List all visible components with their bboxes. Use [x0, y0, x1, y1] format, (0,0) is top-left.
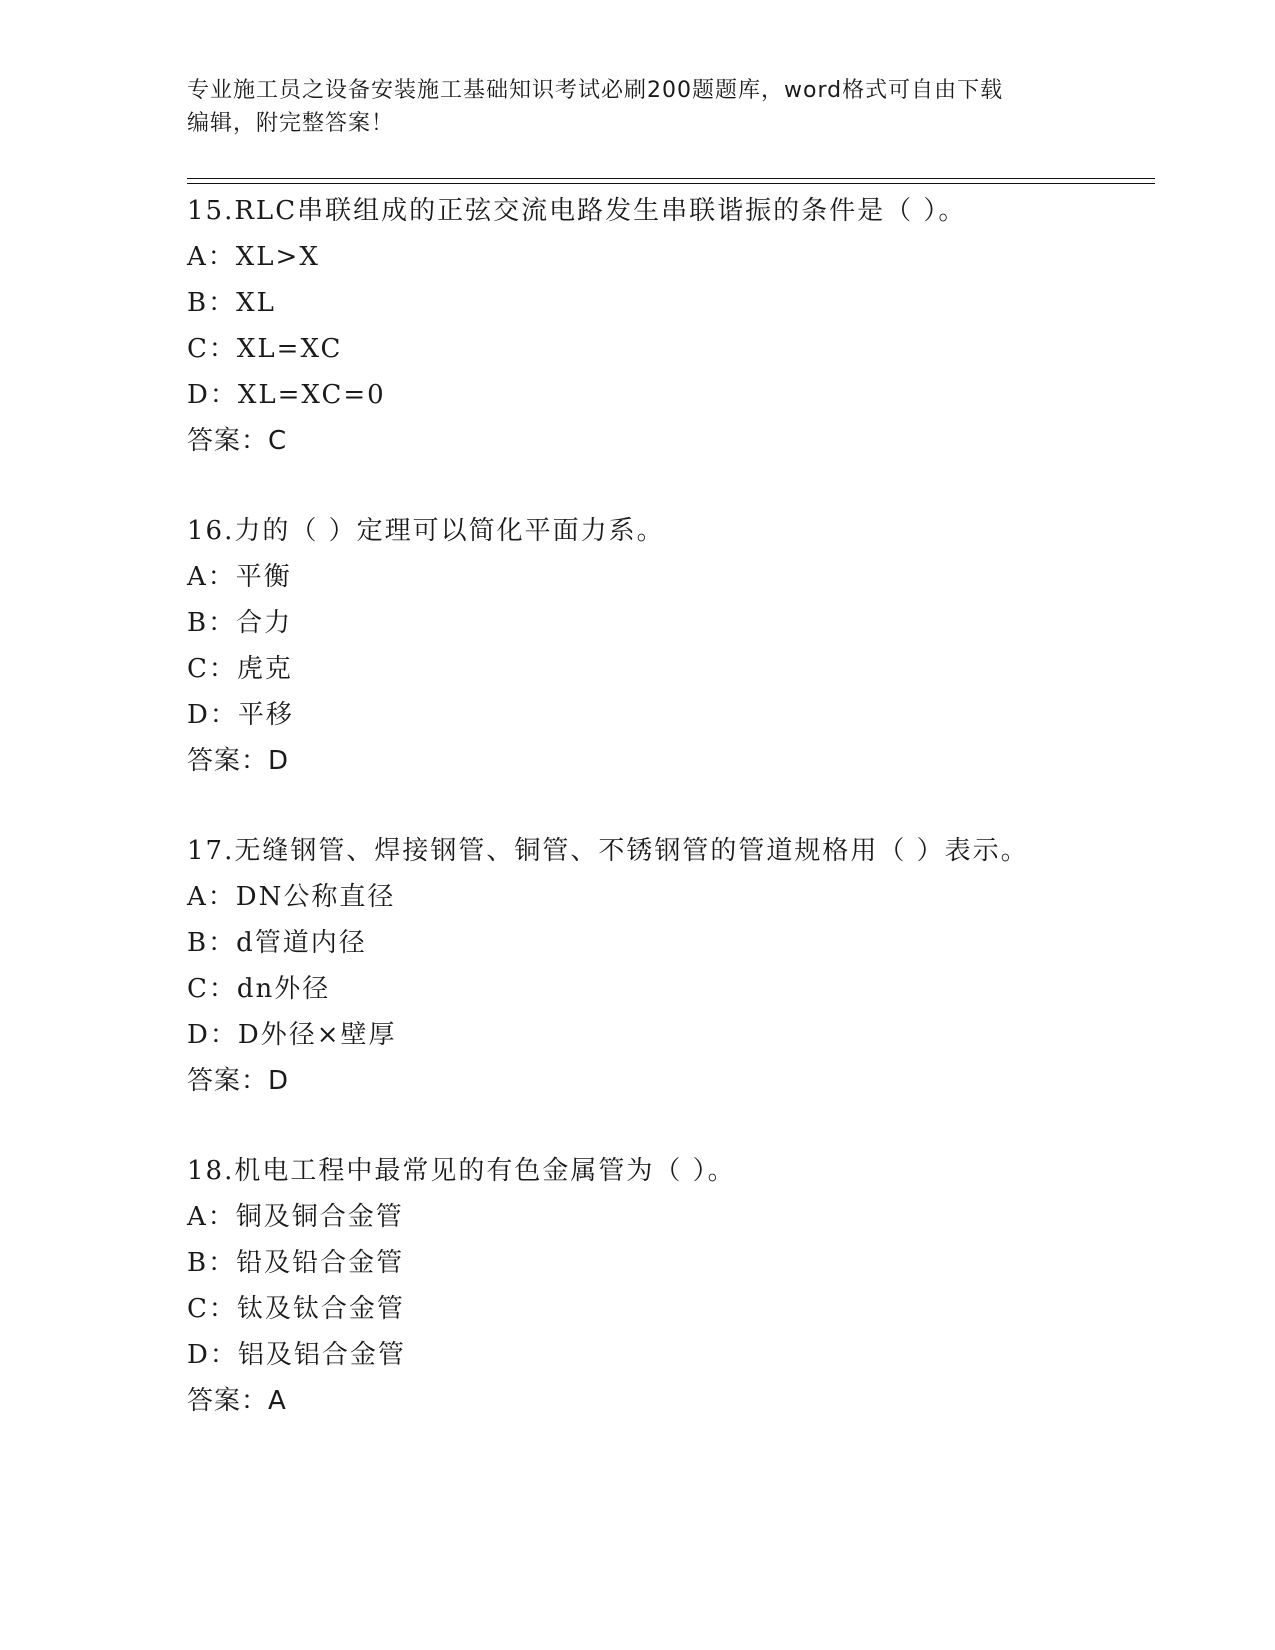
option-d: D：平移 [187, 700, 294, 730]
question-stem: 16.力的（ ）定理可以简化平面力系。 [187, 516, 665, 546]
header-line-1: 专业施工员之设备安装施工基础知识考试必刷200题题库，word格式可自由下载 [187, 78, 1004, 103]
document-header [187, 74, 1087, 140]
option-c: C：虎克 [187, 654, 293, 684]
option-c: C：XL=XC [187, 334, 343, 364]
option-a: A：铜及铜合金管 [187, 1202, 404, 1232]
answer: 答案：D [187, 1066, 290, 1096]
option-a: A：XL>X [187, 242, 320, 272]
option-c: C：dn外径 [187, 974, 331, 1004]
option-a: A：DN公称直径 [187, 882, 396, 912]
option-a: A：平衡 [187, 562, 292, 592]
option-b: B：铅及铅合金管 [187, 1248, 405, 1278]
option-b: B：d管道内径 [187, 928, 367, 958]
question-16 [187, 508, 1087, 784]
answer: 答案：D [187, 746, 290, 776]
question-15 [187, 188, 1087, 464]
option-b: B：合力 [187, 608, 293, 638]
option-d: D：XL=XC=0 [187, 380, 386, 410]
option-d: D：D外径×壁厚 [187, 1020, 397, 1050]
answer: 答案：A [187, 1386, 287, 1416]
question-stem: 18.机电工程中最常见的有色金属管为（ ）。 [187, 1156, 736, 1186]
question-stem: 17.无缝钢管、焊接钢管、铜管、不锈钢管的管道规格用（ ）表示。 [187, 836, 1029, 866]
header-divider-thin [187, 183, 1155, 184]
question-stem: 15.RLC串联组成的正弦交流电路发生串联谐振的条件是（ ）。 [187, 196, 967, 226]
option-c: C：钛及钛合金管 [187, 1294, 405, 1324]
header-line-2: 编辑，附完整答案！ [187, 111, 395, 136]
option-d: D：铝及铝合金管 [187, 1340, 406, 1370]
header-divider-thick [187, 178, 1155, 179]
question-17 [187, 828, 1087, 1104]
answer: 答案：C [187, 426, 288, 456]
question-18 [187, 1148, 1087, 1424]
option-b: B：XL [187, 288, 276, 318]
